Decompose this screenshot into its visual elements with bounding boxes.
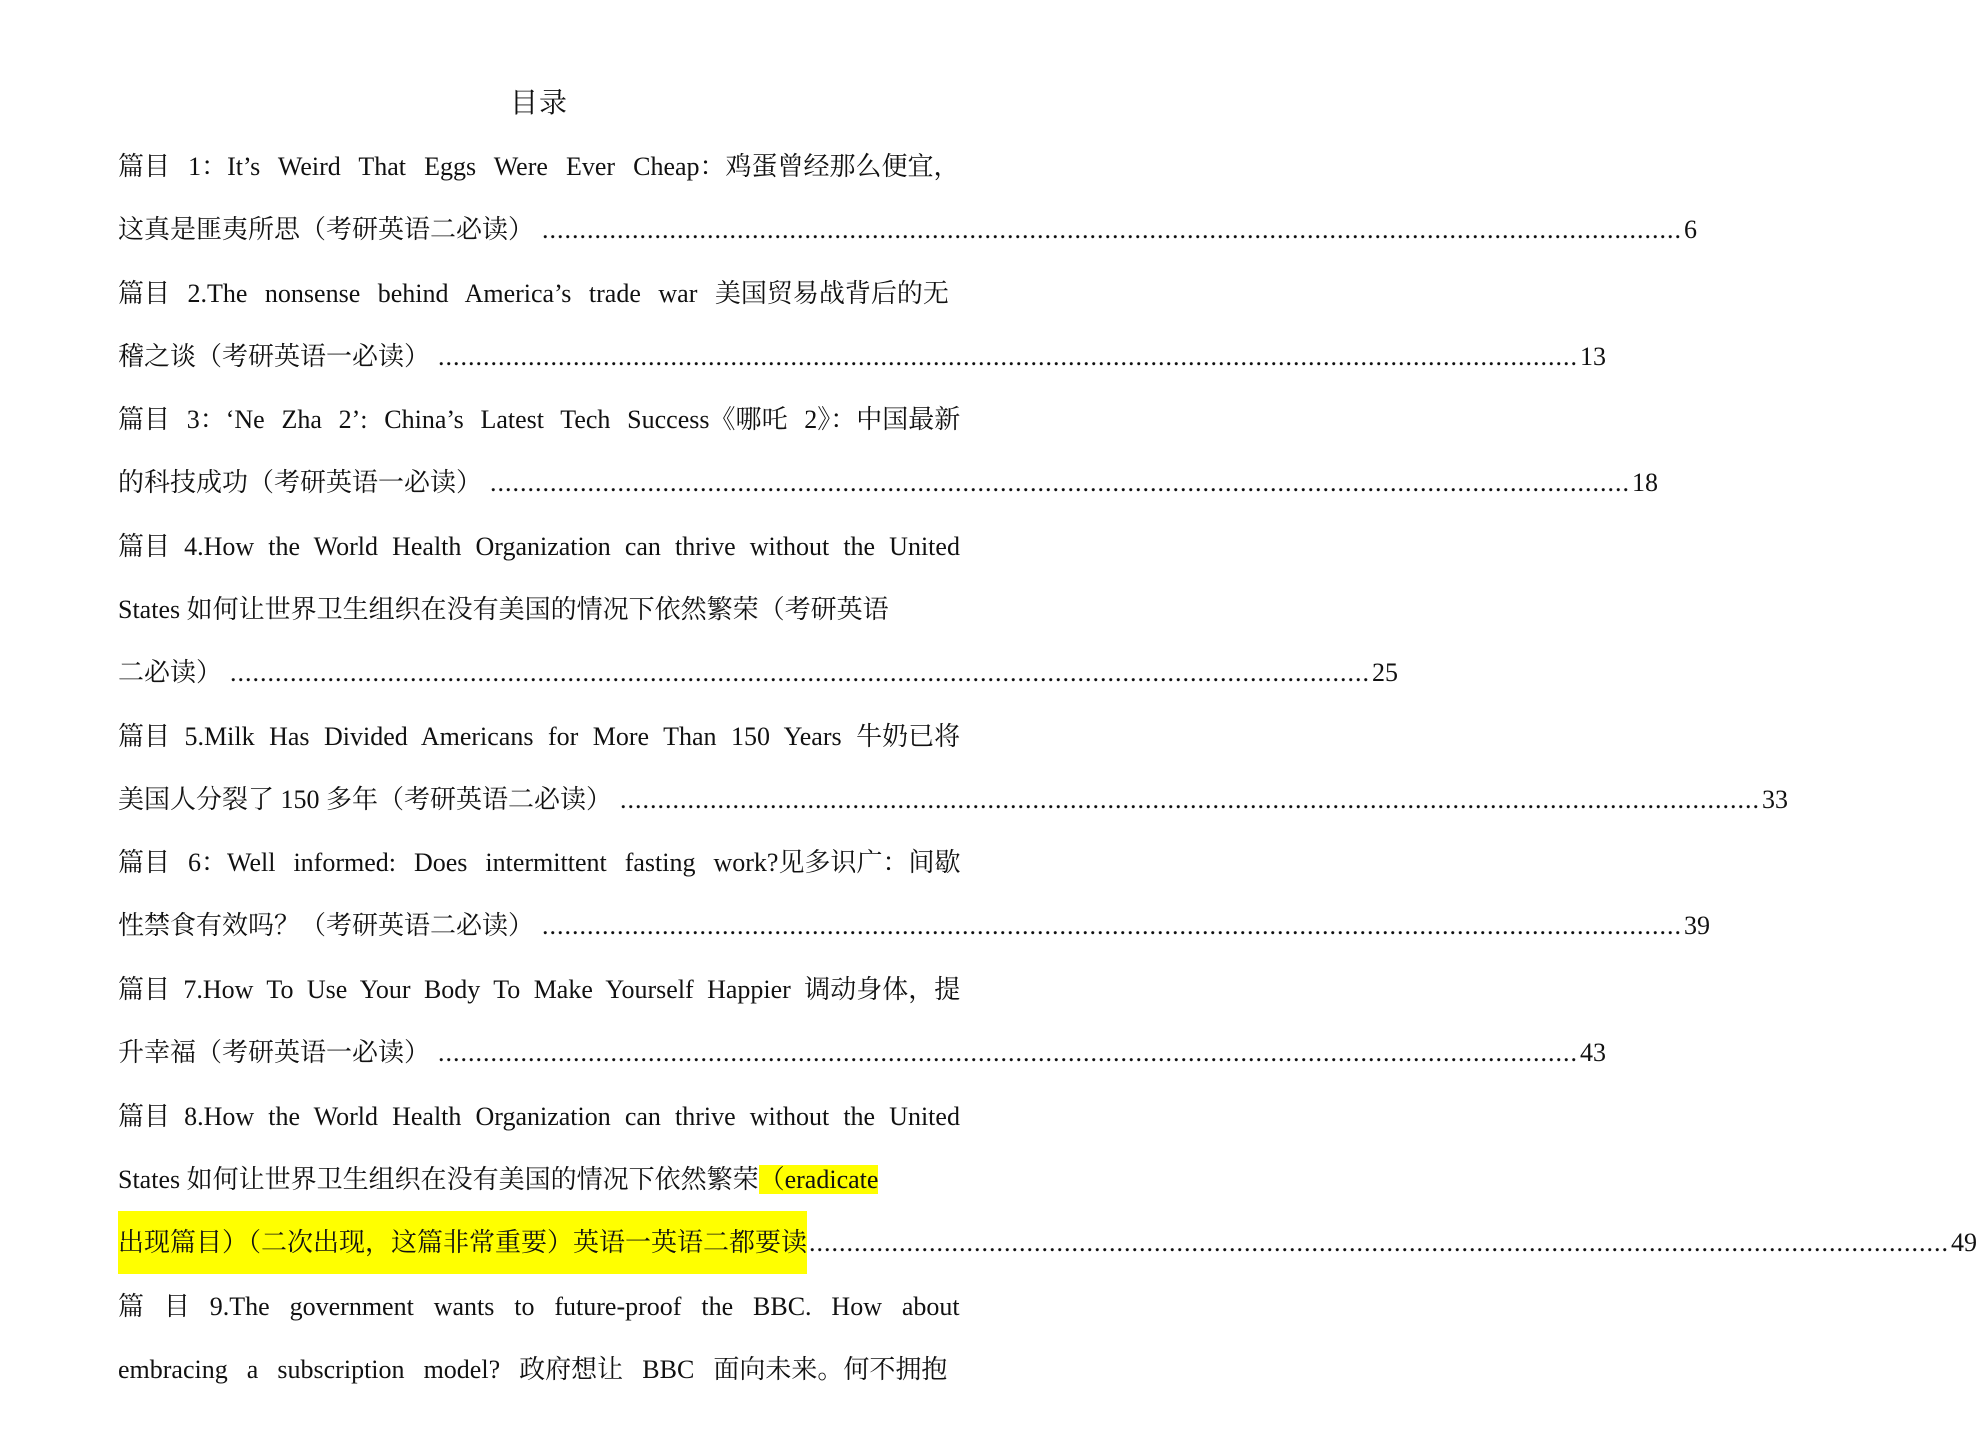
toc-entry-line xyxy=(118,1338,960,1401)
toc-entry-line xyxy=(118,1021,1607,1084)
toc-entry-text xyxy=(118,1148,878,1211)
toc-page-number: 43 xyxy=(1580,1038,1607,1067)
toc-entry-line xyxy=(118,451,1659,514)
toc-entry-line xyxy=(118,1085,960,1148)
toc-entry-text: 篇目 5.Milk Has Divided Americans for More Than 150 Years 牛奶已将 xyxy=(118,722,961,751)
toc-entry-line xyxy=(118,1148,960,1211)
toc-entry-line xyxy=(118,515,960,578)
toc-entry-text: 篇目 6：Well informed: Does intermittent fasting work?见多识广：间歇 xyxy=(118,848,961,877)
toc-entry-text: embracing a subscription model? 政府想让 BBC 面向未来。何不拥抱 xyxy=(118,1355,948,1384)
toc-entry-line xyxy=(118,641,1399,704)
toc-page-number: 49 xyxy=(1951,1228,1977,1257)
toc-entry-text: 性禁食有效吗？（考研英语二必读） xyxy=(118,911,535,940)
toc-page-number: 39 xyxy=(1684,911,1711,940)
toc-entry-line xyxy=(118,198,1698,261)
highlighted-text: 出现篇目）（二次出现，这篇非常重要）英语一英语二都要读 xyxy=(118,1211,807,1274)
toc-entry-line xyxy=(118,958,960,1021)
dot-leader: ........................................................................................................................................................ xyxy=(438,1038,1579,1067)
toc-entry-text: 篇目 3：‘Ne Zha 2’: China’s Latest Tech Success《哪吒 2》：中国最新 xyxy=(118,405,961,434)
toc-entry-text: 篇目 4.How the World Health Organization can thrive without the United xyxy=(118,532,960,561)
toc-entry-7[interactable] xyxy=(118,958,1607,1084)
toc-entry-text: 篇目 8.How the World Health Organization can thrive without the United xyxy=(118,1102,960,1131)
toc-entry-line xyxy=(118,325,1607,388)
toc-entry-line xyxy=(118,705,960,768)
toc-entry-text: 升幸福（考研英语一必读） xyxy=(118,1038,431,1067)
toc-page-number: 18 xyxy=(1632,468,1659,497)
toc-entry-line xyxy=(118,768,1789,831)
dot-leader: ........................................................................................................................................................ xyxy=(620,785,1761,814)
toc-page-number: 6 xyxy=(1684,215,1698,244)
toc-entry-text: 二必读） xyxy=(118,658,223,687)
toc-page-number: 13 xyxy=(1580,342,1607,371)
toc-page-number: 25 xyxy=(1372,658,1399,687)
toc-entry-line xyxy=(118,831,960,894)
dot-leader: ........................................................................................................................................................ xyxy=(542,215,1683,244)
toc-entry-1[interactable] xyxy=(118,135,1698,261)
dot-leader: ........................................................................................................................................................ xyxy=(490,468,1631,497)
dot-leader: ........................................................................................................................................................ xyxy=(809,1228,1950,1257)
toc-entry-8[interactable] xyxy=(118,1085,1977,1274)
dot-leader: ........................................................................................................................................................ xyxy=(438,342,1579,371)
toc-entry-6[interactable] xyxy=(118,831,1711,957)
toc-entry-text: 篇目 7.How To Use Your Body To Make Yourself Happier 调动身体，提 xyxy=(118,975,961,1004)
toc-entry-line xyxy=(118,262,960,325)
toc-entry-line xyxy=(118,388,960,451)
toc-entry-text-plain: States 如何让世界卫生组织在没有美国的情况下依然繁荣 xyxy=(118,1165,759,1194)
toc-entry-text: 篇 目 9.The government wants to future-proof the BBC. How about xyxy=(118,1292,960,1321)
toc-title: 目录 xyxy=(509,88,568,119)
toc-entry-text: States 如何让世界卫生组织在没有美国的情况下依然繁荣（考研英语 xyxy=(118,595,889,624)
toc-entry-line xyxy=(118,1275,960,1338)
toc-entry-text: 篇目 1：It’s Weird That Eggs Were Ever Cheap：鸡蛋曾经那么便宜， xyxy=(118,152,960,181)
toc-entry-line xyxy=(118,1211,1977,1274)
toc-entry-3[interactable] xyxy=(118,388,1659,514)
toc-entry-line xyxy=(118,135,960,198)
highlighted-text: （eradicate xyxy=(758,1165,879,1194)
toc-entry-4[interactable] xyxy=(118,515,1399,704)
toc-entry-text: 稽之谈（考研英语一必读） xyxy=(118,342,431,371)
toc-entry-9[interactable] xyxy=(118,1275,960,1401)
toc-entry-5[interactable] xyxy=(118,705,1789,831)
toc-entry-text: 篇目 2.The nonsense behind America’s trade war 美国贸易战背后的无 xyxy=(118,279,949,308)
toc-entry-2[interactable] xyxy=(118,262,1607,388)
toc-entry-text: 的科技成功（考研英语一必读） xyxy=(118,468,483,497)
toc-entry-text: 这真是匪夷所思（考研英语二必读） xyxy=(118,215,535,244)
dot-leader: ........................................................................................................................................................ xyxy=(542,911,1683,940)
toc-page-number: 33 xyxy=(1762,785,1789,814)
toc-entry-line xyxy=(118,578,960,641)
toc-entry-text: 美国人分裂了 150 多年（考研英语二必读） xyxy=(118,785,613,814)
dot-leader: ........................................................................................................................................................ xyxy=(230,658,1371,687)
toc-entry-line xyxy=(118,894,1711,957)
